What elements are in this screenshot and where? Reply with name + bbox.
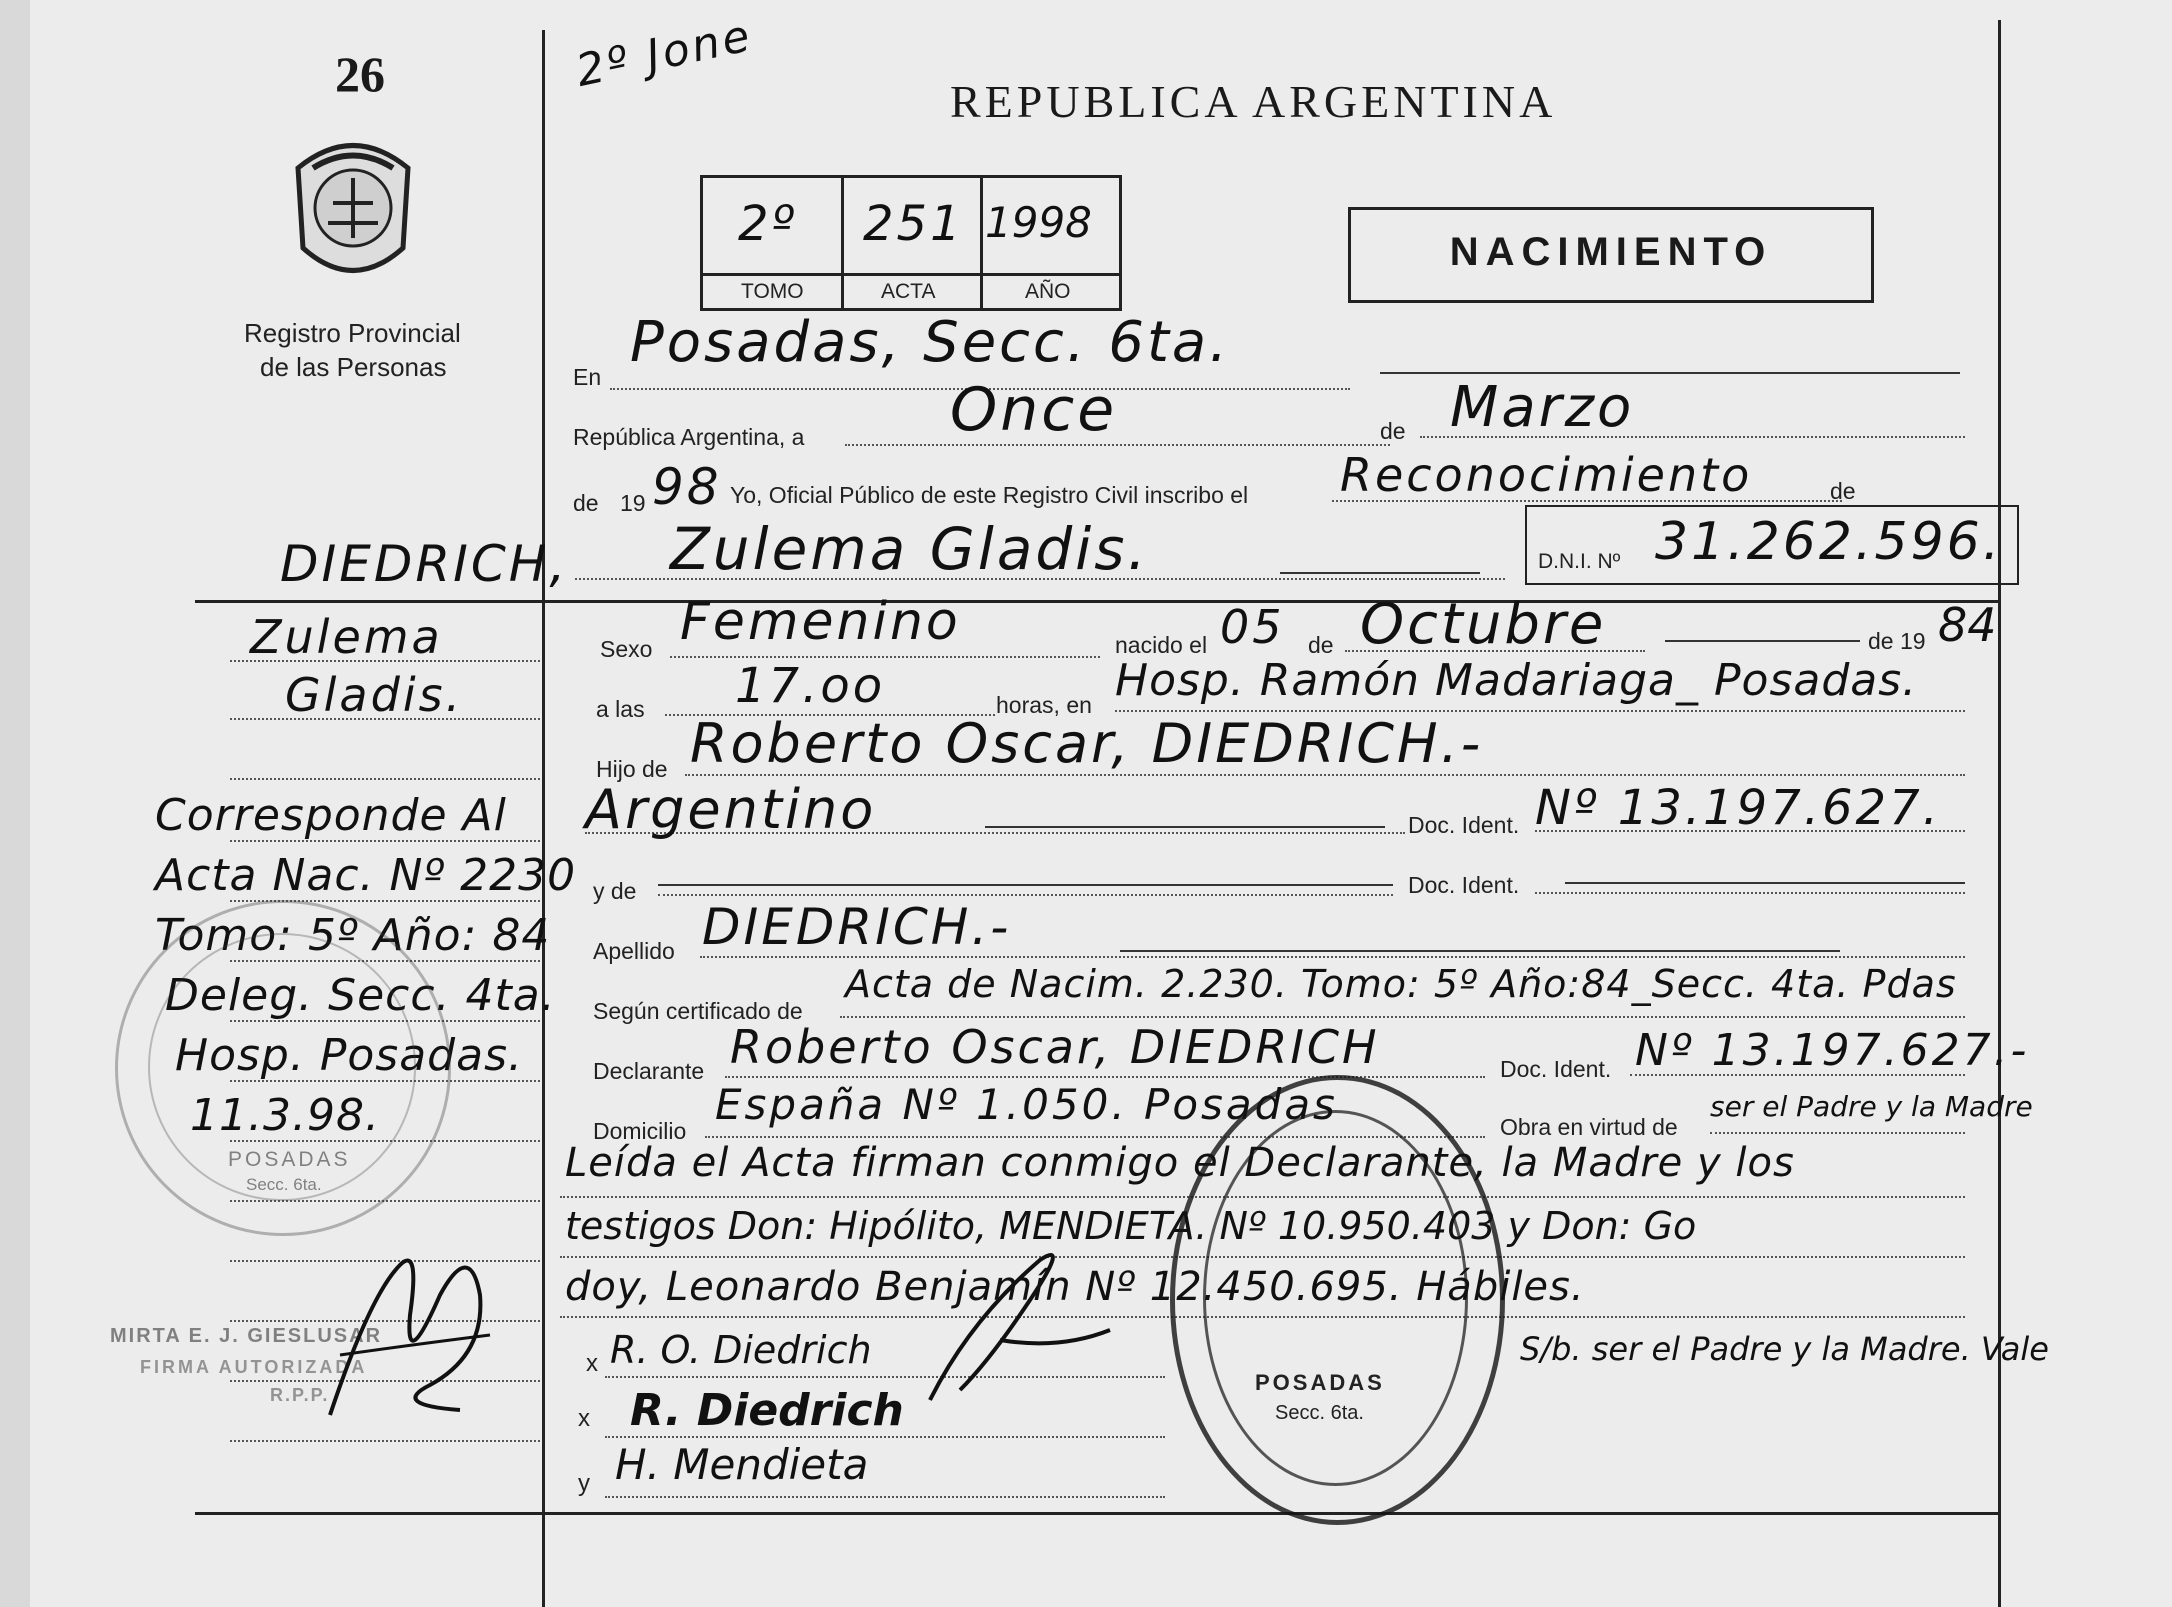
registry-name-line1: Registro Provincial [244,318,461,348]
label-sexo: Sexo [600,636,653,662]
signature-scribble-icon [910,1240,1130,1420]
top-handwritten-note: 2º Jone [571,9,757,98]
signature-mark-2: x [578,1405,590,1432]
left-seal-city: POSADAS [228,1148,351,1171]
margin-note-1: Corresponde Al [155,790,507,841]
acta-label: ACTA [881,280,936,303]
right-seal-city: POSADAS [1255,1370,1385,1395]
label-de-19b: de 19 [1868,628,1926,654]
reference-box [700,175,1122,311]
field-nota-final: S/b. ser el Padre y la Madre. Vale [1520,1330,2049,1368]
signature-2: R. Diedrich [630,1385,904,1436]
margin-nombre2: Gladis. [285,668,464,722]
provincial-coat-of-arms-icon [288,128,418,288]
label-doc-ident-3: Doc. Ident. [1500,1056,1612,1082]
left-official-seal [115,900,451,1236]
stamp-office: R.P.P. [270,1385,330,1405]
field-anio-nac: 84 [1938,598,1997,652]
label-domicilio: Domicilio [593,1118,687,1144]
label-de-19: de [573,490,599,516]
label-doc-ident-2: Doc. Ident. [1408,872,1520,898]
label-hijo-de: Hijo de [596,756,668,782]
official-signature-icon [310,1235,510,1445]
signature-mark-1: x [586,1350,598,1377]
label-year-prefix: 19 [620,490,646,516]
label-a-las: a las [596,696,645,722]
margin-note-5: Hosp. Posadas. [175,1030,523,1081]
field-padre: Roberto Oscar, DIEDRICH.- [690,712,1484,775]
signature-mark-3: y [578,1470,590,1497]
stamp-name: MIRTA E. J. GIESLUSAR [110,1325,383,1347]
margin-note-4: Deleg. Secc. 4ta. [165,970,556,1021]
label-apellido: Apellido [593,938,675,964]
label-doc-ident-1: Doc. Ident. [1408,812,1520,838]
page-number: 26 [335,46,385,102]
document-type-box [1348,207,1874,303]
document-title: REPUBLICA ARGENTINA [950,76,1557,127]
field-nacionalidad: Argentino [585,778,877,841]
margin-nombre1: Zulema [250,610,443,664]
margin-note-3: Tomo: 5º Año: 84 [155,910,551,961]
field-doc-declarante: Nº 13.197.627.- [1635,1025,2030,1076]
label-de-mes: de [1308,632,1334,658]
tomo-value: 2º [738,196,798,252]
field-apellido: DIEDRICH.- [702,898,1012,956]
document-type: NACIMIENTO [1449,230,1773,274]
label-segun: Según certificado de [593,998,803,1024]
bottom-rule [195,1512,1998,1515]
document-page [30,0,2172,1607]
signature-1: R. O. Diedrich [610,1328,872,1372]
label-y-de: y de [593,878,637,904]
field-mes-nac: Octubre [1360,592,1607,657]
label-obra: Obra en virtud de [1500,1114,1678,1140]
signature-3: H. Mendieta [615,1440,869,1489]
label-republica: República Argentina, a [573,424,805,450]
field-lugar-nac: Hosp. Ramón Madariaga_ Posadas. [1115,655,1918,706]
ano-label: AÑO [1025,280,1071,303]
field-mes: Marzo [1450,375,1635,440]
margin-apellido: DIEDRICH, [280,535,569,593]
field-sexo: Femenino [680,592,961,652]
field-texto-3: doy, Leonardo Benjamín Nº 12.450.695. Hábiles. [565,1264,1585,1310]
margin-note-6: 11.3.98. [190,1090,380,1141]
field-lugar: Posadas, Secc. 6ta. [630,310,1231,375]
field-anio: 98 [652,458,722,516]
stamp-role: FIRMA AUTORIZADA [140,1357,368,1377]
label-en: En [573,364,602,390]
field-hora: 17.oo [735,658,886,714]
field-texto-2: testigos Don: Hipólito, MENDIETA. Nº 10.950.403 y Don: Go [565,1204,1697,1248]
label-oficial: Yo, Oficial Público de este Registro Civil inscribo el [730,482,1249,508]
label-nacido: nacido el [1115,632,1208,658]
field-acto: Reconocimiento [1340,448,1753,502]
tomo-label: TOMO [741,280,804,303]
label-horas: horas, en [996,692,1092,718]
field-obra: ser el Padre y la Madre [1710,1090,2033,1123]
field-nombre: Zulema Gladis. [670,515,1149,583]
field-certificado: Acta de Nacim. 2.230. Tomo: 5º Año:84_Secc. 4ta. Pdas [845,962,1957,1006]
label-de: de [1380,418,1406,444]
right-seal-secc: Secc. 6ta. [1275,1402,1364,1424]
label-dni: D.N.I. Nº [1538,550,1621,573]
field-declarante: Roberto Oscar, DIEDRICH [730,1020,1380,1074]
right-border [1998,20,2001,1607]
field-dia-nac: 05 [1220,600,1285,654]
label-de-after: de [1830,478,1856,504]
label-declarante: Declarante [593,1058,705,1084]
field-dni: 31.262.596. [1655,512,2003,572]
registry-name-line2: de las Personas [260,352,447,382]
field-texto-1: Leída el Acta firman conmigo el Declarante, la Madre y los [565,1140,1795,1186]
left-seal-secc: Secc. 6ta. [246,1175,322,1194]
ano-value: 1998 [985,198,1092,247]
field-domicilio: España Nº 1.050. Posadas [715,1080,1338,1129]
margin-note-2: Acta Nac. Nº 2230 [155,850,577,901]
field-dia: Once [950,375,1118,445]
field-doc-padre: Nº 13.197.627. [1535,780,1941,836]
margin-header-rule [195,600,1998,603]
right-official-seal [1170,1075,1505,1525]
acta-value: 251 [863,196,964,252]
left-column-divider [542,30,545,1607]
